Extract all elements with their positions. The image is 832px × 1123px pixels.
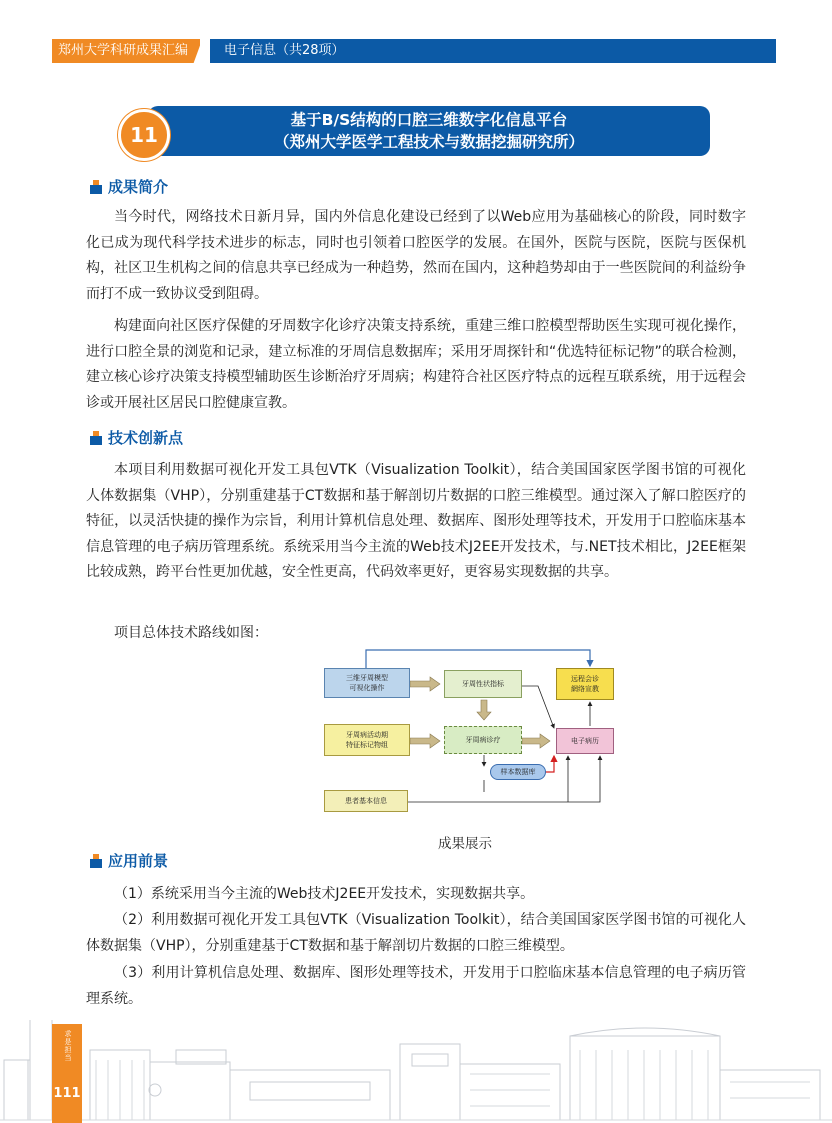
footer-motto: 求是担当 [64, 1030, 72, 1062]
connector-trait-emr [522, 686, 554, 728]
header-collection-tab [52, 39, 200, 63]
section-heading-intro-label: 成果简介 [108, 178, 169, 196]
tech-route-diagram [318, 640, 614, 816]
tower-left [30, 1020, 52, 1120]
page-title [148, 106, 710, 156]
node-diagnosis: 牙周病诊疗 [444, 726, 522, 754]
title-line-2: （郑州大学医学工程技术与数据挖掘研究所） [273, 133, 584, 151]
header-collection-label: 郑州大学科研成果汇编 [58, 43, 189, 58]
connector-marker-diagnosis [410, 734, 440, 748]
connector-trait-diagnosis [477, 700, 491, 720]
section-heading-application [90, 851, 168, 871]
intro-paragraph-2: 构建面向社区医疗保健的牙周数字化诊疗决策支持系统，重建三维口腔模型帮助医生实现可视化操作，进行口腔全景的浏览和记录，建立标准的牙周信息数据库；采用牙周探针和“优选特征标记物”的联合检测，建立核心诊疗决策支持模型辅助医生诊断治疗牙周病；构建符合社区医疗特点的远程互联系统，用于远程会诊或开展社区居民口腔健康宣教。 [86, 318, 746, 411]
innovation-paragraph-1: 本项目利用数据可视化开发工具包VTK（Visualization Toolkit），结合美国国家医学图书馆的可视化人体数据集（VHP），分别重建基于CT数据和基于解剖切片数据的口腔三维模型。通过深入了解口腔医疗的特征，以灵活快捷的操作为宗旨，利用计算机信息处理、数据库、图形处理等技术，开发用于口腔临床基本信息管理的电子病历管理系统。系统采用当今主流的Web技术J2EE开发技术，与.NET技术相比，J2EE框架比较成熟，跨平台性更加优越，安全性更高，代码效率更好，更容易实现数据的共享。 [86, 462, 746, 581]
connector-model-remote [366, 650, 590, 668]
application-item-3: （3）利用计算机信息处理、数据库、图形处理等技术，开发用于口腔临床基本信息管理的电子病历管理系统。 [86, 965, 746, 1007]
title-line-1: 基于B/S结构的口腔三维数字化信息平台 [290, 111, 568, 129]
diagram-caption: 成果展示 [438, 836, 492, 852]
intro-paragraph-1: 当今时代，网络技术日新月异，国内外信息化建设已经到了以Web应用为基础核心的阶段，同时数字化已成为现代科学技术进步的标志，同时也引领着口腔医学的发展。在国外，医院与医院，医院与医保机构，社区卫生机构之间的信息共享已经成为一种趋势，然而在国内，这种趋势却由于一些医院间的利益纷争而打不成一致协议受到阻碍。 [86, 209, 746, 302]
building-icon [90, 854, 102, 868]
connector-diagnosis-emr [522, 734, 550, 748]
node-activity-markers: 牙周病活动期 特征标记物组 [324, 724, 410, 756]
item-number-badge: 11 [118, 109, 170, 161]
node-sample-db: 样本数据库 [490, 764, 546, 780]
section-heading-intro [90, 177, 168, 197]
campus-skyline-illustration [0, 1020, 832, 1123]
section-heading-application-label: 应用前景 [108, 852, 169, 870]
header-category-label: 电子信息（共28项） [224, 43, 345, 58]
node-patient-info: 患者基本信息 [324, 790, 408, 812]
node-emr: 电子病历 [556, 728, 614, 754]
node-trait-index: 牙周性状指标 [444, 670, 522, 698]
node-model-3d: 三维牙周模型 可视化操作 [324, 668, 410, 698]
connector-model-trait [410, 677, 440, 691]
page-number: 111 [53, 1086, 81, 1101]
node-remote-consult: 远程会诊 網络宣教 [556, 668, 614, 700]
header-category-bar [210, 39, 776, 63]
section-heading-innovation-label: 技术创新点 [108, 429, 184, 447]
building-icon [90, 180, 102, 194]
application-item-2: （2）利用数据可视化开发工具包VTK（Visualization Toolkit），结合美国国家医学图书馆的可视化人体数据集（VHP），分别重建基于CT数据和基于解剖切片数据的口腔三维模型。 [86, 912, 746, 954]
innovation-paragraph-2: 项目总体技术路线如图： [114, 625, 268, 641]
application-item-1: （1）系统采用当今主流的Web技术J2EE开发技术，实现数据共享。 [114, 886, 535, 902]
section-heading-innovation [90, 428, 183, 448]
building-icon [90, 431, 102, 445]
